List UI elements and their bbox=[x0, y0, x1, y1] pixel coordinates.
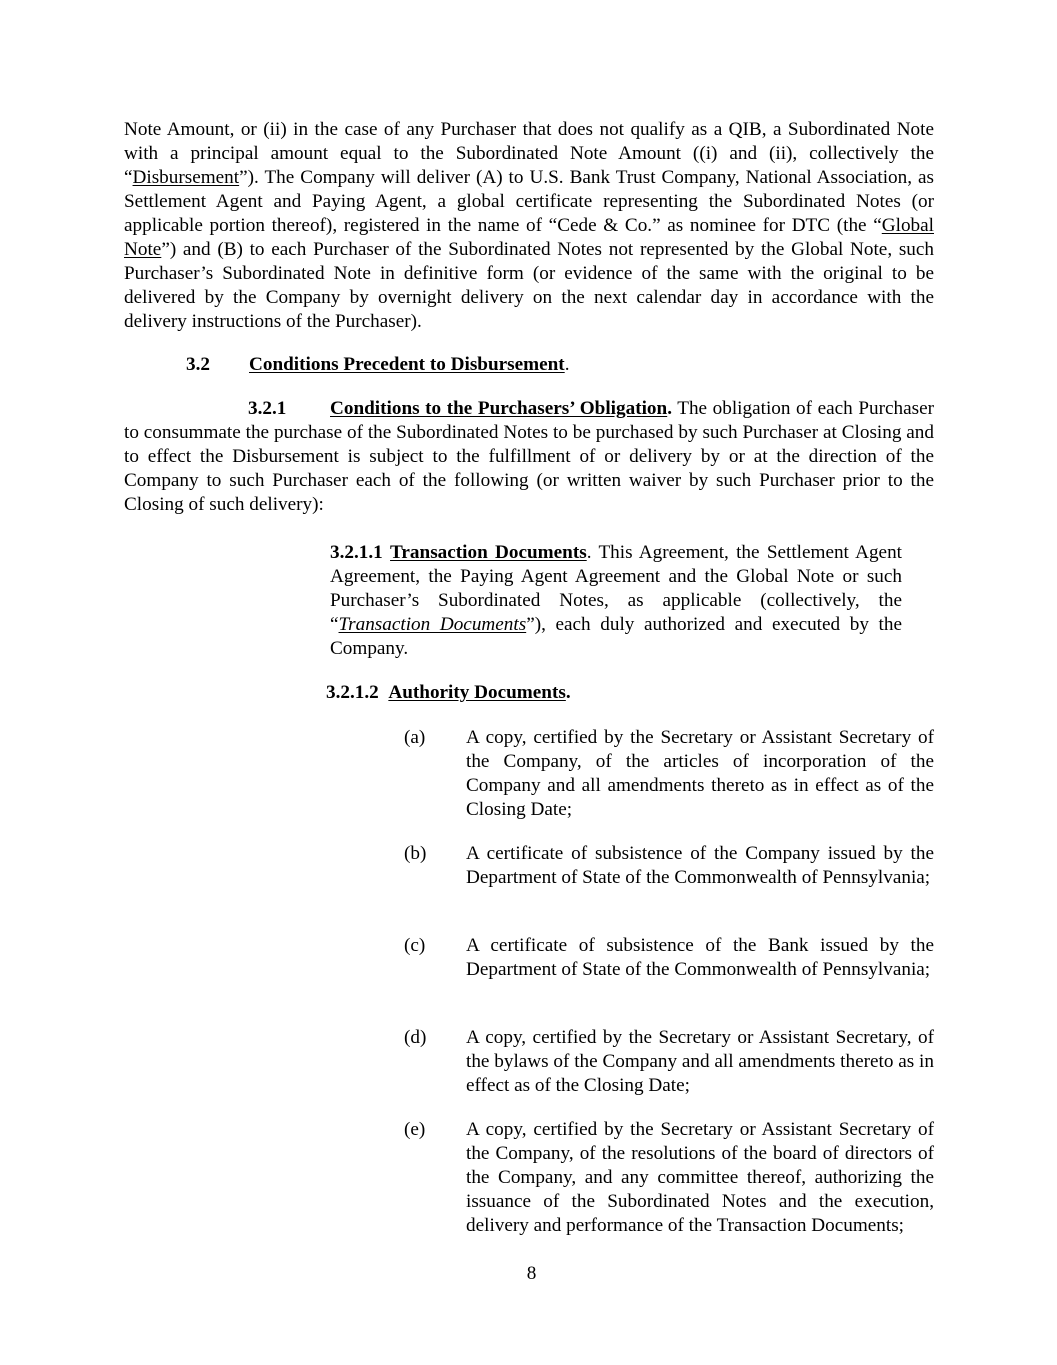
section-3-2-1-paragraph bbox=[124, 397, 934, 517]
section-3-2-1-1-text-1: . This Agreement, the Settlement Agent Agreement, the Paying Agent Agreement and the Global Note or such Purchaser’s Subordinated Notes, as applicable (collectively, the “ bbox=[330, 542, 902, 635]
list-item-text: A certificate of subsistence of the Company issued by the Department of State of the Commonwealth of Pennsylvania; bbox=[466, 843, 934, 888]
list-item-label: (e) bbox=[404, 1119, 426, 1140]
section-3-2-1-2-heading bbox=[326, 681, 571, 705]
page-number-text: 8 bbox=[526, 1263, 537, 1284]
section-3-2-1-1-text-2: ”), each duly authorized and executed by the Company. bbox=[330, 614, 902, 659]
list-item-label: (b) bbox=[404, 843, 427, 864]
page-number bbox=[0, 1262, 1057, 1286]
list-item-text: A certificate of subsistence of the Bank issued by the Department of State of the Commonwealth of Pennsylvania; bbox=[466, 935, 934, 980]
section-3-2-period: . bbox=[564, 354, 570, 375]
list-item-label: (d) bbox=[404, 1027, 427, 1048]
section-3-2-1-2-period: . bbox=[565, 682, 571, 703]
section-3-2-1-2-title: Authority Documents bbox=[388, 682, 566, 703]
defined-term-disbursement: Disbursement bbox=[132, 167, 240, 188]
section-3-2-1-title: Conditions to the Purchasers’ Obligation bbox=[330, 398, 668, 419]
section-3-2-1-1-paragraph bbox=[330, 541, 902, 661]
list-item-text: A copy, certified by the Secretary or Assistant Secretary, of the bylaws of the Company and all amendments thereto as in effect as of the Closing Date; bbox=[466, 1027, 934, 1096]
section-3-2-1-number: 3.2.1 bbox=[248, 398, 287, 419]
list-item bbox=[404, 934, 934, 982]
list-item bbox=[404, 1026, 934, 1098]
intro-text-2: ”). The Company will deliver (A) to U.S. Bank Trust Company, National Association, as Settlement Agent and Paying Agent, a global certificate representing the Subordinated Notes (or applicable portion thereof), registered in the name of “Cede & Co.” as nominee for DTC (the “ bbox=[124, 167, 934, 236]
section-3-2-1-title-period: . bbox=[667, 398, 672, 419]
list-item bbox=[404, 842, 934, 890]
list-item-label: (c) bbox=[404, 935, 426, 956]
defined-term-transaction-documents: Transaction Documents bbox=[338, 614, 527, 635]
defined-term-global-note: Global Note bbox=[124, 215, 934, 260]
list-item bbox=[404, 1118, 934, 1238]
list-item-label: (a) bbox=[404, 727, 426, 748]
section-3-2-heading bbox=[186, 353, 570, 377]
intro-paragraph bbox=[124, 118, 934, 334]
intro-text-3: ”) and (B) to each Purchaser of the Subordinated Notes not represented by the Global Note, such Purchaser’s Subordinated Note in definitive form (or evidence of the same with the original to be delivered by the Company by overnight delivery on the next calendar day in accordance with the delivery instructions of the Purchaser). bbox=[124, 239, 934, 332]
section-3-2-title: Conditions Precedent to Disbursement bbox=[249, 354, 565, 375]
section-3-2-1-1-number: 3.2.1.1 bbox=[330, 542, 383, 563]
section-3-2-1-1-title: Transaction Documents bbox=[390, 542, 587, 563]
list-item-text: A copy, certified by the Secretary or Assistant Secretary of the Company, of the resolutions of the board of directors of the Company, and any committee thereof, authorizing the issuance of the Subordinated Notes and the execution, delivery and performance of the Transaction Documents; bbox=[466, 1119, 934, 1236]
intro-text-1: Note Amount, or (ii) in the case of any Purchaser that does not qualify as a QIB, a Subordinated Note with a principal amount equal to the Subordinated Note Amount ((i) and (ii), collectively the “ bbox=[124, 119, 934, 188]
list-item-text: A copy, certified by the Secretary or Assistant Secretary of the Company, of the articles of incorporation of the Company and all amendments thereto as in effect as of the Closing Date; bbox=[466, 727, 934, 820]
list-item bbox=[404, 726, 934, 822]
section-3-2-1-2-number: 3.2.1.2 bbox=[326, 682, 379, 703]
section-3-2-1-text: The obligation of each Purchaser to consummate the purchase of the Subordinated Notes to be purchased by such Purchaser at Closing and to effect the Disbursement is subject to the fulfillment of or delivery by or at the direction of the Company to such Purchaser each of the following (or written waiver by such Purchaser prior to the Closing of such delivery): bbox=[124, 398, 935, 515]
section-3-2-number: 3.2 bbox=[186, 354, 210, 375]
